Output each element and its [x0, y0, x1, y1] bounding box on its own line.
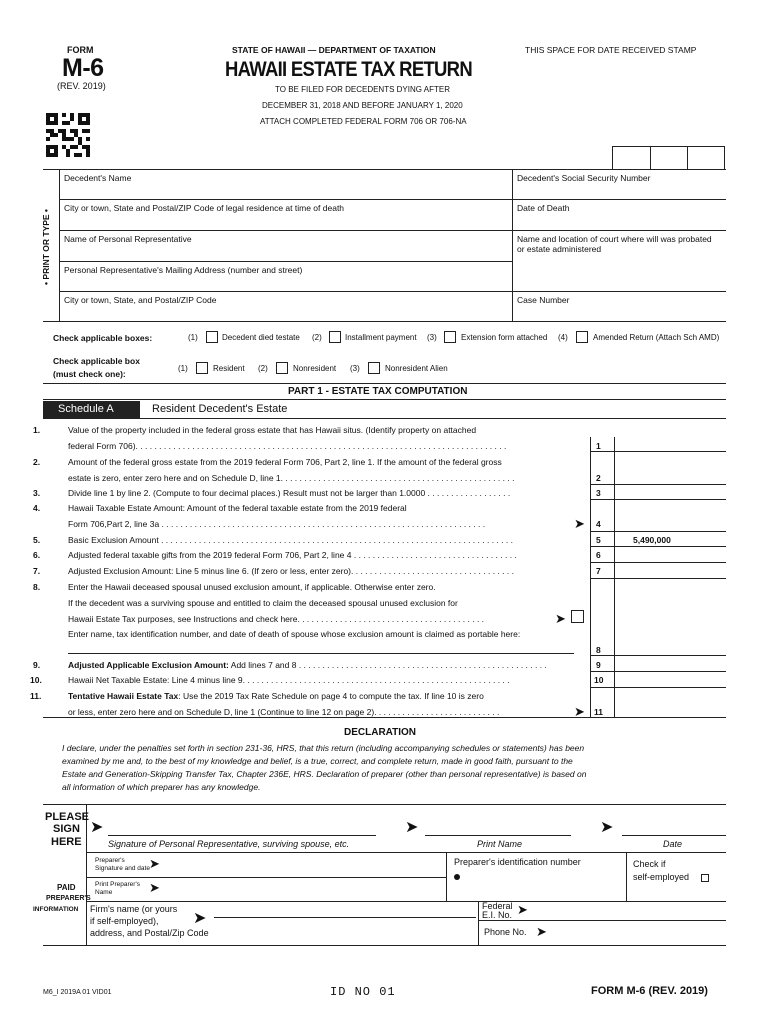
- check-4-num: (4): [558, 333, 568, 342]
- personal-rep-name-label: Name of Personal Representative: [64, 234, 192, 244]
- declaration-line-4: all information of which preparer has any knowledge.: [62, 782, 261, 792]
- schedule-a-title: Resident Decedent's Estate: [152, 403, 288, 415]
- line-8-box: 8: [596, 645, 601, 655]
- dsue-checkbox[interactable]: [571, 610, 584, 623]
- line-6-text: Adjusted federal taxable gifts from the 2019 federal Form 706, Part 2, line 4 . . . . . . . . . . . . . . . . . . . . . . . . . . . . . . . . . . .: [68, 550, 517, 560]
- preparer-name-input[interactable]: [168, 878, 445, 901]
- paid-label: PAID: [57, 883, 76, 892]
- self-employed-label: self-employed: [633, 872, 690, 882]
- line-4-box: 4: [596, 519, 601, 529]
- check-2-num: (2): [312, 333, 322, 342]
- subtitle-line-2: DECEMBER 31, 2018 AND BEFORE JANUARY 1, 2020: [262, 101, 463, 110]
- signature-arrow-icon: ➤: [90, 819, 104, 836]
- firm-address-input[interactable]: [214, 921, 476, 943]
- ein-arrow-icon: ➤: [517, 902, 528, 917]
- check-3-num: (3): [427, 333, 437, 342]
- line-11-number: 11.: [30, 691, 42, 701]
- phone-label: Phone No.: [484, 927, 527, 937]
- decedent-name-field[interactable]: [60, 170, 511, 199]
- check-3-label: Extension form attached: [461, 333, 548, 342]
- line-2-amount[interactable]: [615, 469, 725, 484]
- signature-input[interactable]: [108, 822, 376, 836]
- line-4-arrow-icon: ➤: [574, 516, 585, 531]
- self-employed-checkbox[interactable]: [701, 874, 709, 882]
- preparer-id-input[interactable]: [464, 868, 624, 898]
- qr-code-icon: [46, 113, 90, 157]
- resident-checkbox[interactable]: [196, 362, 208, 374]
- footer-id: ID NO 01: [330, 985, 396, 999]
- information-label: INFORMATION: [33, 906, 79, 913]
- line-5-value: 5,490,000: [633, 535, 671, 545]
- print-name-label: Print Name: [477, 839, 523, 849]
- line-3-amount[interactable]: [615, 485, 725, 499]
- line-8-number: 8.: [33, 582, 41, 592]
- ein-input[interactable]: [534, 902, 724, 919]
- line-5-number: 5.: [33, 535, 41, 545]
- line-7-number: 7.: [33, 566, 41, 576]
- line-9-text: [68, 660, 586, 670]
- line-5-text: Basic Exclusion Amount . . . . . . . . . . . . . . . . . . . . . . . . . . . . . . . . . . . . . . . . . . . . . . . . . . . . . . . . . . . . . . . . . . . . . . . . . . .: [68, 535, 513, 545]
- line-7-amount[interactable]: [615, 563, 725, 578]
- nonresident-alien-checkbox[interactable]: [368, 362, 380, 374]
- date-input[interactable]: [622, 822, 726, 836]
- line-3-number: 3.: [33, 488, 41, 498]
- line-1-text-b: federal Form 706). . . . . . . . . . . . . . . . . . . . . . . . . . . . . . . . . . . . . . . . . . . . . . . . . . . . . . . . . . . . . . . . . . . . . . . . . . . . . . .: [68, 441, 507, 451]
- personal-rep-address-field[interactable]: [60, 262, 511, 291]
- case-number-field[interactable]: [513, 292, 725, 321]
- residence-city-field[interactable]: [60, 200, 511, 230]
- residence-city-label: City or town, State and Postal/ZIP Code of legal residence at time of death: [64, 203, 345, 213]
- footer-form-label: FORM M-6 (REV. 2019): [591, 985, 708, 997]
- line-9-number: 9.: [33, 660, 41, 670]
- line-1-number: 1.: [33, 425, 41, 435]
- firm-label-3: address, and Postal/Zip Code: [90, 928, 209, 938]
- line-6-number: 6.: [33, 550, 41, 560]
- declaration-line-3: Estate and Generation-Skipping Transfer Tax, Chapter 236E, HRS. Declaration of preparer (other than personal representative) is based on: [62, 769, 587, 779]
- line-4-text-a: Hawaii Taxable Estate Amount: Amount of the federal taxable estate from the 2019 federal: [68, 503, 407, 513]
- declaration-line-2: examined by me and, to the best of my knowledge and belief, is a true, correct, and complete return, made in good faith, pursuant to the: [62, 756, 573, 766]
- res-1-num: (1): [178, 364, 188, 373]
- installment-checkbox[interactable]: [329, 331, 341, 343]
- line-11-text-a: [68, 691, 484, 701]
- line-9-amount[interactable]: [615, 656, 725, 671]
- check-1-label: Decedent died testate: [222, 333, 300, 342]
- testate-checkbox[interactable]: [206, 331, 218, 343]
- line-9-box: 9: [596, 660, 601, 670]
- must-check-label-2: (must check one):: [53, 369, 126, 379]
- preparer-name-label-1: Print Preparer's: [95, 881, 140, 888]
- line-10-text: Hawaii Net Taxable Estate: Line 4 minus line 9. . . . . . . . . . . . . . . . . . . . . . . . . . . . . . . . . . . . . . . . . . . . . . . . . . . . . . . . .: [68, 675, 510, 685]
- nonresident-checkbox[interactable]: [276, 362, 288, 374]
- line-9-bold: Adjusted Applicable Exclusion Amount:: [68, 660, 229, 670]
- subtitle-line-3: ATTACH COMPLETED FEDERAL FORM 706 OR 706-NA: [260, 117, 467, 126]
- line-4-amount[interactable]: [615, 515, 725, 531]
- check-if-label: Check if: [633, 859, 666, 869]
- case-number-label: Case Number: [517, 295, 570, 305]
- print-name-input[interactable]: [425, 822, 571, 836]
- preparer-sig-label-2: Signature and date: [95, 865, 150, 872]
- personal-rep-name-field[interactable]: [60, 231, 511, 261]
- ssn-box-group: [612, 146, 725, 169]
- print-name-arrow-icon: ➤: [405, 819, 419, 836]
- line-2-text-a: Amount of the federal gross estate from the 2019 federal Form 706, Part 2, line 1. If the amount of the federal gross: [68, 457, 502, 467]
- personal-rep-address-label: Personal Representative's Mailing Address (number and street): [64, 265, 303, 275]
- res-1-label: Resident: [213, 364, 245, 373]
- declaration-line-1: I declare, under the penalties set forth in section 231-36, HRS, that this return (including accompanying schedules or statements) has been: [62, 743, 585, 753]
- decedent-ssn-field[interactable]: [513, 170, 725, 199]
- line-6-amount[interactable]: [615, 547, 725, 562]
- form-revision: (REV. 2019): [57, 81, 106, 91]
- line-1-amount[interactable]: [615, 437, 725, 451]
- decedent-name-label: Decedent's Name: [64, 173, 132, 183]
- line-11-text-b: or less, enter zero here and on Schedule D, line 1 (Continue to line 12 on page 2). . . . . . . . . . . . . . . . . . . . . . . . . . .: [68, 707, 500, 717]
- form-number: M-6: [62, 54, 104, 82]
- city-state-zip-label: City or town, State, and Postal/ZIP Code: [64, 295, 217, 305]
- part1-title: PART 1 - ESTATE TAX COMPUTATION: [288, 386, 468, 397]
- date-label: Date: [663, 839, 683, 849]
- form-title: HAWAII ESTATE TAX RETURN: [225, 58, 472, 81]
- line-11-rest: : Use the 2019 Tax Rate Schedule on page 4 to compute the tax. If line 10 is zero: [178, 691, 484, 701]
- firm-label-1: Firm's name (or yours: [90, 904, 178, 914]
- court-field[interactable]: [513, 231, 725, 291]
- line-10-amount[interactable]: [615, 672, 725, 687]
- preparer-sig-label-1: Preparer's: [95, 857, 125, 864]
- line-8-text-a: Enter the Hawaii deceased spousal unused exclusion amount, if applicable. Otherwise enter zero.: [68, 582, 436, 592]
- line-11-box: 11: [594, 707, 603, 717]
- line-2-text-b: estate is zero, enter zero here and on Schedule D, line 1. . . . . . . . . . . . . . . . . . . . . . . . . . . . . . . . . . . . . . . . . . . . . . . . . .: [68, 473, 515, 483]
- res-2-num: (2): [258, 364, 268, 373]
- check-2-label: Installment payment: [345, 333, 417, 342]
- print-or-type-label: • PRINT OR TYPE •: [41, 209, 51, 285]
- line-2-number: 2.: [33, 457, 41, 467]
- court-label: Name and location of court where will was probated or estate administered: [517, 234, 712, 254]
- line-10-box: 10: [594, 675, 604, 685]
- preparer-name-label-2: Name: [95, 889, 113, 896]
- ein-label: E.I. No.: [482, 910, 513, 920]
- line-11-bold: Tentative Hawaii Estate Tax: [68, 691, 179, 701]
- preparer-id-label: Preparer's identification number: [454, 857, 581, 867]
- line-1-text-a: Value of the property included in the federal gross estate that has Hawaii situs. (Identify property on attached: [68, 425, 477, 435]
- signature-label: Signature of Personal Representative, surviving spouse, etc.: [108, 839, 350, 849]
- extension-checkbox[interactable]: [444, 331, 456, 343]
- date-arrow-icon: ➤: [600, 819, 614, 836]
- check-boxes-label: Check applicable boxes:: [53, 333, 153, 343]
- declaration-title: DECLARATION: [344, 727, 417, 738]
- federal-label: Federal: [482, 901, 513, 911]
- line-8-arrow-icon: ➤: [555, 611, 566, 626]
- preparers-label: PREPARER'S: [46, 895, 91, 902]
- city-state-zip-field[interactable]: [60, 292, 511, 321]
- agency-name: STATE OF HAWAII — DEPARTMENT OF TAXATION: [232, 45, 436, 55]
- check-4-label: Amended Return (Attach Sch AMD): [593, 333, 720, 342]
- sign-label: SIGN: [53, 823, 80, 835]
- date-of-death-field[interactable]: [513, 200, 725, 230]
- line-10-number: 10.: [30, 675, 42, 685]
- line-5-box: 5: [596, 535, 601, 545]
- please-label: PLEASE: [45, 811, 90, 823]
- line-8-text-b: If the decedent was a surviving spouse and entitled to claim the deceased spousal unused exclusion for: [68, 598, 458, 608]
- res-3-label: Nonresident Alien: [385, 364, 448, 373]
- line-11-amount[interactable]: [615, 702, 725, 717]
- line-1-box: 1: [596, 441, 601, 451]
- date-of-death-label: Date of Death: [517, 203, 570, 213]
- line-11-arrow-icon: ➤: [574, 704, 585, 719]
- line-4-text-b: Form 706,Part 2, line 3a . . . . . . . . . . . . . . . . . . . . . . . . . . . . . . . . . . . . . . . . . . . . . . . . . . . . . . . . . . . . . . . . . . . . .: [68, 519, 486, 529]
- footer-code: M6_I 2019A 01 VID01: [43, 989, 112, 996]
- phone-input[interactable]: [554, 921, 724, 943]
- line-3-box: 3: [596, 488, 601, 498]
- must-check-label-1: Check applicable box: [53, 356, 140, 366]
- decedent-ssn-label: Decedent's Social Security Number: [517, 173, 651, 183]
- res-3-num: (3): [350, 364, 360, 373]
- line-6-box: 6: [596, 550, 601, 560]
- spouse-info-input[interactable]: [68, 642, 574, 654]
- amended-checkbox[interactable]: [576, 331, 588, 343]
- line-2-box: 2: [596, 473, 601, 483]
- firm-name-input[interactable]: [214, 903, 476, 918]
- check-1-num: (1): [188, 333, 198, 342]
- firm-label-2: if self-employed),: [90, 916, 159, 926]
- preparer-name-arrow-icon: ➤: [149, 880, 160, 895]
- line-3-text: Divide line 1 by line 2. (Compute to four decimal places.) Result must not be larger than 1.0000 . . . . . . . . . . . . . . . . . .: [68, 488, 511, 498]
- preparer-sig-arrow-icon: ➤: [149, 856, 160, 871]
- line-8-text-d: Enter name, tax identification number, and date of death of spouse whose exclusion amount is claimed as portable here:: [68, 629, 521, 639]
- here-label: HERE: [51, 836, 82, 848]
- line-7-text: Adjusted Exclusion Amount: Line 5 minus line 6. (If zero or less, enter zero). . . . . . . . . . . . . . . . . . . . . . . . . . . . . . . . . . .: [68, 566, 514, 576]
- schedule-a-tab: Schedule A: [43, 401, 140, 418]
- line-4-number: 4.: [33, 503, 41, 513]
- res-2-label: Nonresident: [293, 364, 337, 373]
- preparer-id-bullet-icon: [454, 874, 460, 880]
- date-stamp-label: THIS SPACE FOR DATE RECEIVED STAMP: [525, 45, 697, 55]
- line-9-rest: Add lines 7 and 8 . . . . . . . . . . . . . . . . . . . . . . . . . . . . . . . . . . . . . . . . . . . . . . . . . . . . .: [228, 660, 547, 670]
- line-8-amount[interactable]: [615, 640, 725, 655]
- preparer-signature-input[interactable]: [168, 853, 445, 877]
- subtitle-line-1: TO BE FILED FOR DECEDENTS DYING AFTER: [275, 85, 450, 94]
- firm-arrow-icon: ➤: [193, 910, 207, 927]
- line-7-box: 7: [596, 566, 601, 576]
- phone-arrow-icon: ➤: [536, 924, 547, 939]
- line-8-text-c: Hawaii Estate Tax purposes, see Instructions and check here. . . . . . . . . . . . . . . . . . . . . . . . . . . . . . . . . . . . . . . .: [68, 614, 485, 624]
- form-label: FORM: [67, 45, 94, 55]
